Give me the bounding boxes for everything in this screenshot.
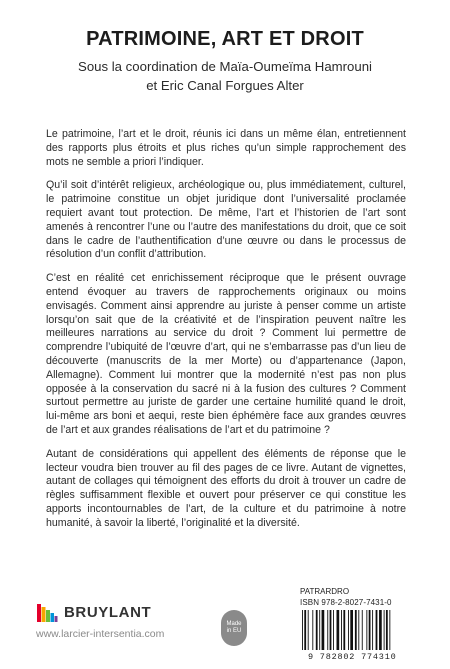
barcode-bar <box>330 610 332 650</box>
barcode-bar <box>308 610 309 650</box>
publisher-logo <box>36 602 156 624</box>
product-info <box>300 586 392 608</box>
barcode-bar <box>343 610 345 650</box>
barcode-bar <box>319 610 320 650</box>
paragraph-1: Le patrimoine, l’art et le droit, réunis ici dans un même élan, entretiennent des rapports plus étroits et plus riches qu’un simple rapprochement des mots ne semble a priori l’indiquer. <box>46 128 406 168</box>
subtitle-line-2: et Eric Canal Forgues Alter <box>146 78 304 93</box>
logo-bar-1 <box>37 604 41 622</box>
barcode-bar <box>341 610 342 650</box>
paragraph-3: C’est en réalité cet enrichissement réciproque que le présent ouvrage entend évoquer au travers de rapprochements originaux ou moins envisagés. Comment ainsi apprendre au juriste à penser comme un artiste lorsqu’on sait que de la créativité et de l’inspiration peuvent naître les meilleures narrations au service du droit ? Comment lui permettre de comprendre l’ubiquité de l’œuvre d’art, qui ne s’embarrasse pas d’un lieu de découverte (manuscrits de la mer Morte) ou d’appartenance (Japon, Allemagne). Comment lui montrer que la modernité n’est pas non plus opposée à la conservation du sacré ni à la fusion des cultures ? Comment surtout permettre au juriste de garder une certaine humilité quand le droit, lui-même ars boni et aequi, reste bien éphémère face aux grandes œuvres de l’art et aux grandes réalisations de l’art et du patrimoine ? <box>46 272 406 436</box>
bruylant-logo-icon <box>36 602 58 624</box>
subtitle-line-1: Sous la coordination de Maïa-Oumeïma Hamrouni <box>78 59 372 74</box>
logo-bar-2 <box>42 607 46 622</box>
barcode-bar <box>304 610 306 650</box>
barcode-bar <box>384 610 385 650</box>
barcode-bar <box>316 610 318 650</box>
paragraph-4: Autant de considérations qui appellent des éléments de réponse que le lecteur voudra bien trouver au fil des pages de ce livre. Autant de vignettes, autant de collages qui témoignent des efforts du droit à trouver un cadre de règles suffisamment flexible et ouvert pour préserver ce qui constitue les apports incontournables de l’art, de la culture et du patrimoine à notre humanité, à savoir la liberté, l’originalité et la diversité. <box>46 447 406 529</box>
barcode-bar <box>350 610 353 650</box>
barcode-bar <box>362 610 363 650</box>
book-title: PATRIMOINE, ART ET DROIT <box>86 28 364 50</box>
badge-line-1: Made <box>226 621 242 627</box>
logo-bar-3 <box>46 610 50 622</box>
barcode-bar <box>379 610 382 650</box>
barcode-number: 9 782802 774310 <box>308 652 397 662</box>
barcode-bar <box>333 610 334 650</box>
publisher-website[interactable]: www.larcier-intersentia.com <box>36 628 165 640</box>
paragraph-2: Qu’il soit d’intérêt religieux, archéologique ou, plus immédiatement, culturel, le patrimoine constitue un objet juridique dont l’universalité proclamée requiert avant tout protection. De même, l’art et l’historien de l’art sont amenés à rencontrer l’une ou l’autre des manifestations du droit, que ce soit dans le cadre de l’authentification d’une œuvre ou dans le processus de résolution d’un conflit d’attribution. <box>46 179 406 261</box>
barcode-bar <box>327 610 328 650</box>
barcode-bar <box>358 610 359 650</box>
isbn: ISBN 978-2-8027-7431-0 <box>300 598 392 607</box>
barcode-bar <box>369 610 371 650</box>
barcode-bar <box>366 610 367 650</box>
product-code: PATRARDRO <box>300 587 350 596</box>
barcode-bar <box>376 610 378 650</box>
header <box>0 28 450 95</box>
barcode-bar <box>302 610 303 650</box>
made-in-eu-badge <box>221 610 247 646</box>
back-cover-text <box>46 128 406 541</box>
book-subtitle <box>0 57 450 95</box>
publisher-name: BRUYLANT <box>64 604 152 621</box>
barcode <box>300 610 420 656</box>
logo-bar-4 <box>51 613 55 622</box>
barcode-bar <box>389 610 390 650</box>
barcode-bar <box>312 610 313 650</box>
barcode-bar <box>322 610 325 650</box>
barcode-bar <box>386 610 388 650</box>
barcode-bar <box>348 610 349 650</box>
badge-line-2: in EU <box>226 628 242 634</box>
barcode-bar <box>372 610 373 650</box>
barcode-bar <box>337 610 340 650</box>
barcode-bar <box>355 610 357 650</box>
logo-bar-5 <box>55 616 58 622</box>
